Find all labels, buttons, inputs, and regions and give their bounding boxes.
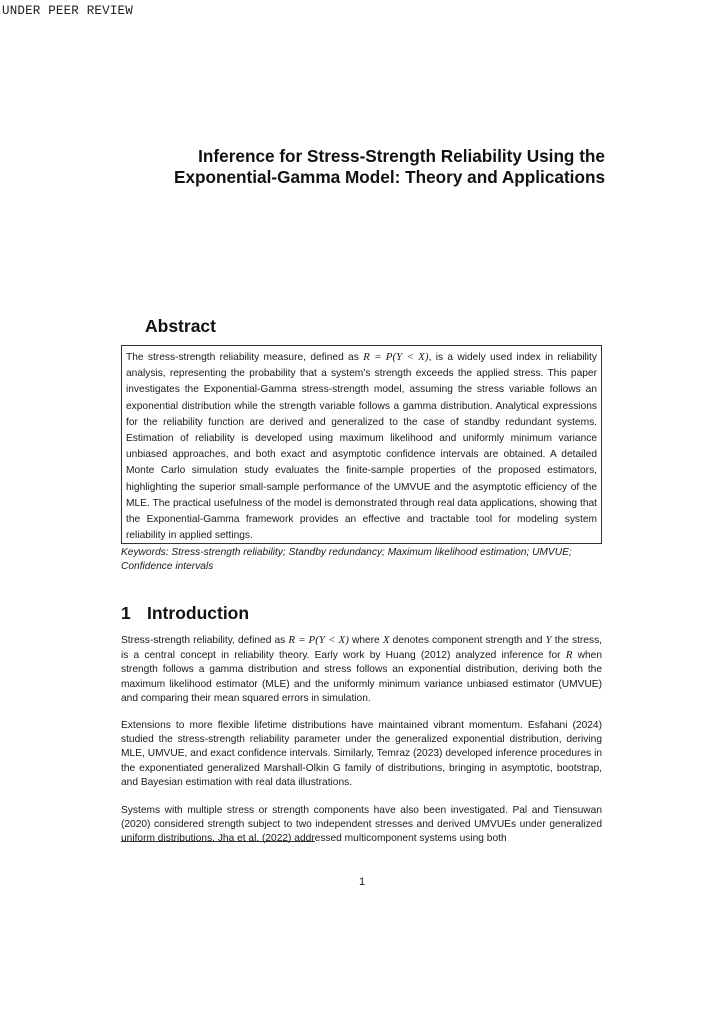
math-variable-r: R bbox=[565, 649, 573, 662]
text-run: the stress, is a central concept in reliability theory. Early work by Huang (2012) analyzed inference for bbox=[121, 635, 602, 662]
intro-paragraph-2: Extensions to more flexible lifetime distributions have maintained vibrant momentum. Esfahani (2024) studied the stress-strength reliability parameter under the generalized exponential distribution, deriving MLE, UMVUE, and exact confidence intervals. Similarly, Temraz (2023) developed inference procedures in the exponentiated generalized Marshall-Olkin G family of distributions, bringing in asymptotic, bootstrap, and Bayesian estimation with real data illustrations. bbox=[121, 720, 602, 788]
abstract-text-rest: , is a widely used index in reliability analysis, representing the probability that a system’s strength exceeds the applied stress. This paper investigates the Exponential-Gamma stress-strength model, assuming the stress variable follows an exponential distribution while the strength variable follows a gamma distribution. Analytical expressions for the reliability function are derived and generalized to the case of standby redundant systems. Estimation of reliability is developed using maximum likelihood and uniformly minimum variance unbiased approaches, and both exact and asymptotic confidence intervals are obtained. A detailed Monte Carlo simulation study evaluates the finite-sample properties of the proposed estimators, highlighting the superior small-sample performance of the UMVUE and the asymptotic efficiency of the MLE. The practical usefulness of the model is demonstrated through real data applications, showing that the Exponential-Gamma framework provides an effective and tractable tool for modeling system reliability in applied settings. bbox=[126, 352, 597, 542]
section-number: 1 bbox=[121, 603, 131, 623]
section-title: Introduction bbox=[147, 603, 250, 623]
intro-paragraph-3: Systems with multiple stress or strength components have also been investigated. Pal and Tiensuwan (2020) considered strength subject to two independent stresses and derived UMVUEs under generalized uniform distributions. Jha et al. (2022) addressed multicomponent systems using both bbox=[121, 805, 602, 845]
reliability-formula: R = P(Y < X) bbox=[363, 351, 429, 363]
section-heading-introduction bbox=[121, 603, 249, 624]
abstract-box bbox=[121, 345, 602, 544]
footnote-divider bbox=[121, 841, 315, 842]
title-line-1: Inference for Stress-Strength Reliability Using the bbox=[198, 146, 605, 166]
math-variable-y: Y bbox=[545, 634, 552, 646]
page-number: 1 bbox=[358, 876, 366, 888]
keywords: Keywords: Stress-strength reliability; Standby redundancy; Maximum likelihood estimation; UMVUE; Confidence intervals bbox=[121, 547, 572, 572]
peer-review-watermark: UNDER PEER REVIEW bbox=[2, 4, 133, 18]
title-line-2: Exponential-Gamma Model: Theory and Applications bbox=[173, 167, 605, 187]
paper-title bbox=[130, 146, 605, 188]
reliability-formula: R = P(Y < X) bbox=[288, 634, 349, 646]
abstract-text-start: The stress-strength reliability measure, defined as bbox=[126, 352, 364, 363]
text-run: where bbox=[348, 635, 383, 646]
abstract-text bbox=[126, 349, 597, 544]
text-run: when strength follows a gamma distribution and stress follows an exponential distribution, deriving both the maximum likelihood estimator (MLE) and the uniformly minimum variance unbiased estimator (UMVUE) and comparing their mean squared errors in simulation. bbox=[121, 650, 603, 704]
intro-paragraph-1 bbox=[121, 633, 602, 706]
math-variable-x: X bbox=[382, 634, 390, 646]
abstract-heading: Abstract bbox=[145, 316, 216, 336]
text-run: Stress-strength reliability, defined as bbox=[121, 635, 289, 646]
text-run: denotes component strength and bbox=[389, 635, 546, 646]
